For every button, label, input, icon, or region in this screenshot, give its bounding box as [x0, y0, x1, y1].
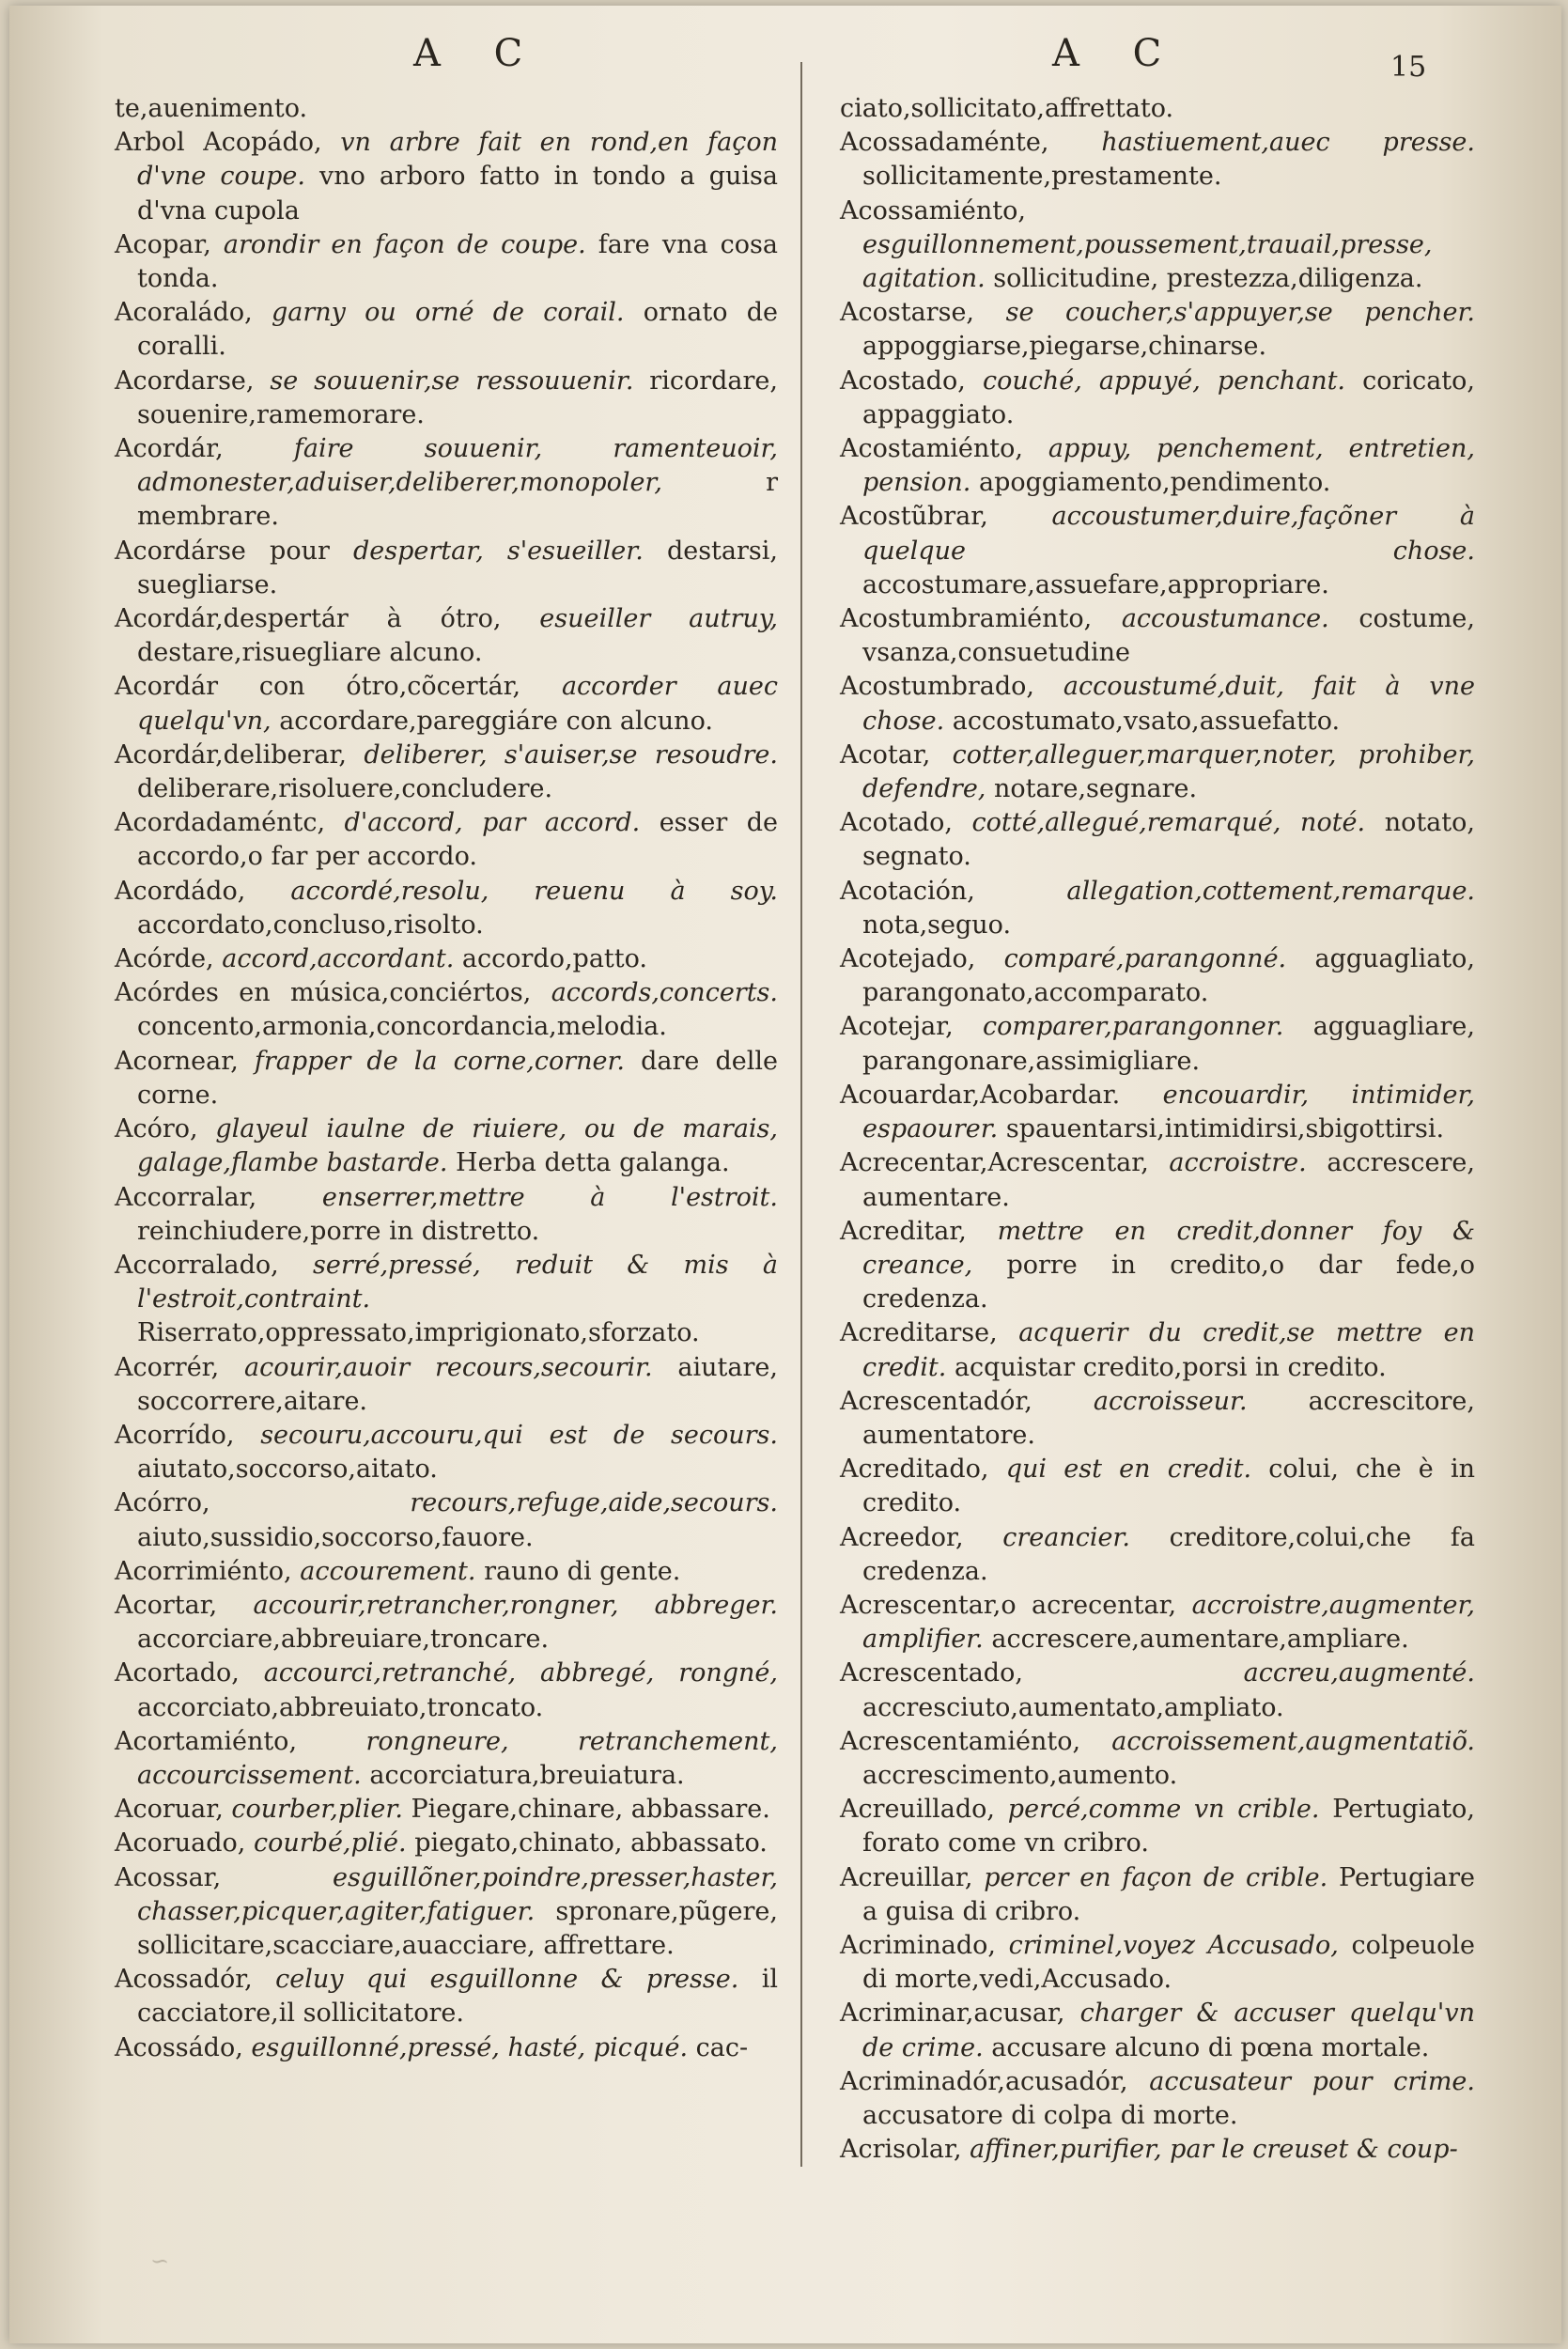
page-number: 15	[1390, 51, 1427, 84]
dictionary-entry	[115, 365, 778, 432]
dictionary-entry	[840, 296, 1475, 364]
entry-headword: Acortar,	[115, 1590, 218, 1620]
entry-headword: Acorrído,	[115, 1420, 235, 1450]
dictionary-entry	[115, 2031, 778, 2065]
dictionary-entry	[840, 1929, 1475, 1997]
entry-french: accourement.	[300, 1556, 476, 1586]
entry-french: acourir,auoir recours,secourir.	[243, 1352, 653, 1382]
dictionary-entry	[115, 1827, 778, 1860]
entry-french: accoustumé,duit, fait à vne chose.	[862, 672, 1475, 736]
entry-italian: nota,seguo.	[862, 910, 1012, 940]
column-divider	[800, 62, 802, 2167]
entry-french: accorder auec quelqu'vn,	[137, 672, 778, 736]
entry-headword: Acossamiénto,	[840, 195, 1026, 226]
entry-italian: colui, che è in credito.	[862, 1455, 1476, 1518]
dictionary-entry	[840, 1010, 1475, 1078]
dictionary-entry	[115, 976, 778, 1044]
entry-headword: Acossar,	[115, 1862, 222, 1892]
entry-french: arondir en façon de coupe.	[223, 229, 586, 259]
dictionary-entry	[115, 942, 778, 976]
entry-headword: ciato,sollicitato,affrettato.	[840, 94, 1174, 123]
entry-italian: accrescimento,aumento.	[862, 1760, 1178, 1790]
entry-french: comparer,parangonner.	[983, 1012, 1284, 1042]
entry-italian: aiuto,sussidio,soccorso,fauore.	[137, 1522, 534, 1552]
entry-headword: Acordarse,	[115, 366, 255, 396]
running-header-left: A C	[413, 32, 544, 75]
dictionary-entry	[115, 739, 778, 806]
dictionary-entry	[840, 602, 1475, 670]
entry-french: cotter,alleguer,marquer,noter, prohiber, defendre,	[862, 739, 1475, 804]
dictionary-entry	[115, 1725, 778, 1793]
entry-italian: sollicitudine, prestezza,diligenza.	[993, 264, 1423, 294]
entry-french: allegation,cottement,remarque.	[1066, 876, 1475, 906]
entry-french: d'accord, par accord.	[344, 808, 641, 838]
entry-french: secouru,accouru,qui est de secours.	[260, 1420, 778, 1450]
dictionary-entry	[840, 92, 1475, 126]
running-header-right: A C	[1052, 32, 1183, 75]
entry-headword: Acotejar,	[840, 1012, 954, 1042]
entry-french: qui est en credit.	[1005, 1455, 1252, 1485]
entry-french: recours,refuge,aide,secours.	[410, 1488, 778, 1518]
entry-headword: Acotejado,	[840, 944, 976, 974]
entry-headword: Acreditar,	[840, 1216, 967, 1246]
entry-italian: appoggiarse,piegarse,chinarse.	[862, 332, 1267, 362]
entry-italian: costume, vsanza,consuetudine	[862, 604, 1475, 668]
entry-italian: vno arboro fatto in tondo a guisa d'vna cupola	[137, 162, 778, 226]
entry-headword: Acordadaméntc,	[115, 808, 326, 838]
entry-italian: notato, segnato.	[862, 808, 1475, 872]
dictionary-entry	[840, 2133, 1475, 2167]
entry-french: percé,comme vn crible.	[1007, 1795, 1320, 1825]
entry-headword: Acotación,	[840, 876, 975, 906]
entry-italian: concento,armonia,concordancia,melodia.	[137, 1012, 667, 1042]
entry-italian: creditore,colui,che fa credenza.	[862, 1522, 1475, 1586]
entry-italian: fare vna cosa tonda.	[137, 229, 778, 294]
entry-headword: Acórro,	[115, 1488, 210, 1518]
entry-italian: accostumare,assuefare,appropriare.	[862, 569, 1329, 599]
dictionary-entry	[840, 1793, 1475, 1860]
dictionary-entry	[115, 1486, 778, 1554]
entry-french: accroissement,augmentatiõ.	[1111, 1726, 1475, 1756]
entry-french: couché, appuyé, penchant.	[982, 366, 1346, 396]
dictionary-entry	[115, 1351, 778, 1419]
entry-italian: accordato,concluso,risolto.	[137, 910, 484, 940]
entry-headword: Acoruar,	[115, 1795, 224, 1825]
entry-french: esguillõner,poindre,presser,haster, chasser,picquer,agiter,fatiguer.	[137, 1862, 778, 1926]
entry-headword: Accorralar,	[115, 1182, 257, 1212]
entry-headword: Acouardar,Acobardar.	[840, 1080, 1121, 1110]
entry-french: accordé,resolu, reuenu à soy.	[290, 876, 778, 906]
entry-headword: Acordár,deliberar,	[115, 739, 348, 770]
entry-french: accord,accordant.	[222, 944, 455, 974]
entry-french: glayeul iaulne de riuiere, ou de marais, galage,flambe bastarde.	[137, 1114, 778, 1178]
dictionary-entry	[840, 1725, 1475, 1793]
entry-headword: Acrescentadór,	[840, 1386, 1032, 1416]
dictionary-entry	[840, 1453, 1475, 1520]
entry-french: vn arbre fait en rond,en façon d'vne coupe.	[137, 128, 778, 192]
entry-headword: Acordár,despertár à ótro,	[115, 604, 502, 634]
entry-headword: Acrescentar,o acrecentar,	[840, 1590, 1177, 1620]
entry-headword: Acórdes en música,conciértos,	[115, 978, 532, 1008]
entry-italian: piegato,chinato, abbassato.	[414, 1828, 768, 1859]
entry-french: accreu,augmenté.	[1243, 1658, 1475, 1688]
entry-italian: Herba detta galanga.	[456, 1148, 730, 1178]
entry-headword: Acornear,	[115, 1046, 239, 1076]
entry-headword: Acrescentado,	[840, 1658, 1023, 1688]
dictionary-page	[9, 6, 1561, 2343]
entry-italian: esser de accordo,o far per accordo.	[137, 808, 778, 872]
entry-italian: accorciare,abbreuiare,troncare.	[137, 1625, 550, 1655]
entry-headword: Acopar,	[115, 229, 211, 259]
entry-italian: accrescitore, aumentatore.	[862, 1386, 1475, 1450]
entry-headword: Accorralado,	[115, 1250, 279, 1280]
entry-french: accroistre.	[1169, 1148, 1307, 1178]
entry-italian: accrescere,aumentare,ampliare.	[991, 1625, 1409, 1655]
entry-headword: Acreditado,	[840, 1455, 989, 1485]
entry-headword: Acotar,	[840, 739, 931, 770]
entry-italian: spauentarsi,intimidirsi,sbigottirsi.	[1005, 1114, 1445, 1144]
entry-italian: il cacciatore,il sollicitatore.	[137, 1965, 779, 2029]
entry-italian: accrescere, aumentare.	[862, 1148, 1475, 1212]
entry-french: rongneure, retranchement, accourcissement.	[137, 1726, 778, 1790]
entry-french: criminel,voyez Accusado,	[1008, 1930, 1339, 1960]
entry-italian: accusare alcuno di pœna mortale.	[991, 2032, 1430, 2062]
dictionary-entry	[115, 1657, 778, 1724]
entry-french: accusateur pour crime.	[1149, 2066, 1475, 2096]
dictionary-entry	[115, 92, 778, 126]
entry-italian: accresciuto,aumentato,ampliato.	[862, 1692, 1284, 1722]
dictionary-entry	[840, 942, 1475, 1010]
entry-italian: destarsi, suegliarse.	[137, 536, 778, 599]
entry-italian: accorciato,abbreuiato,troncato.	[137, 1692, 544, 1722]
entry-headword: Acrisolar,	[840, 2135, 962, 2165]
entry-french: frapper de la corne,corner.	[254, 1046, 625, 1076]
entry-italian: cac-	[695, 2032, 749, 2062]
entry-french: accords,concerts.	[551, 978, 778, 1008]
entry-italian: agguagliare, parangonare,assimigliare.	[862, 1012, 1475, 1076]
entry-headword: Acossádo,	[115, 2032, 243, 2062]
entry-french: accroistre,augmenter, amplifier.	[862, 1590, 1475, 1655]
entry-italian: aiutato,soccorso,aitato.	[137, 1455, 438, 1485]
entry-italian: aiutare, soccorrere,aitare.	[137, 1352, 778, 1416]
dictionary-entry	[840, 432, 1475, 500]
entry-headword: Acoruado,	[115, 1828, 246, 1859]
entry-italian: apoggiamento,pendimento.	[978, 468, 1331, 498]
entry-italian: reinchiudere,porre in distretto.	[137, 1216, 540, 1246]
entry-headword: Acortado,	[115, 1658, 240, 1688]
entry-headword: Acordár con ótro,cõcertár,	[115, 672, 521, 702]
entry-italian: accorciatura,breuiatura.	[369, 1760, 685, 1790]
entry-headword: Acostarse,	[840, 298, 975, 328]
dictionary-entry	[115, 1112, 778, 1180]
entry-italian: sollicitamente,prestamente.	[862, 162, 1222, 192]
dictionary-entry	[115, 432, 778, 535]
entry-headword: Acostũbrar,	[840, 502, 988, 532]
dictionary-entry	[115, 1419, 778, 1486]
entry-headword: Acordár,	[115, 434, 224, 464]
entry-italian: Pertugiato, forato come vn cribro.	[862, 1795, 1475, 1859]
entry-headword: Acorrimiénto,	[115, 1556, 292, 1586]
dictionary-entry	[115, 126, 778, 228]
left-column	[115, 92, 778, 2065]
entry-italian: deliberare,risoluere,concludere.	[137, 774, 553, 804]
entry-headword: Acostamiénto,	[840, 434, 1023, 464]
entry-headword: Acossadaménte,	[840, 128, 1049, 158]
entry-french: courber,plier.	[231, 1795, 403, 1825]
dictionary-entry	[840, 875, 1475, 942]
dictionary-entry	[840, 194, 1475, 297]
dictionary-entry	[840, 1589, 1475, 1657]
dictionary-entry	[840, 806, 1475, 874]
entry-italian: porre in credito,o dar fede,o credenza.	[862, 1250, 1475, 1315]
show-through-ink: ~	[150, 2248, 170, 2275]
entry-french: affiner,purifier, par le creuset & coup-	[970, 2135, 1458, 2165]
dictionary-entry	[840, 1521, 1475, 1589]
entry-french: charger & accuser quelqu'vn de crime.	[862, 1999, 1475, 2062]
entry-italian: Riserrato,oppressato,imprigionato,sforzato.	[137, 1318, 700, 1348]
entry-headword: Arbol Acopádo,	[115, 128, 322, 158]
entry-french: despertar, s'esueiller.	[353, 536, 644, 566]
dictionary-entry	[115, 1555, 778, 1589]
dictionary-entry	[840, 1079, 1475, 1146]
entry-italian: accordare,pareggiáre con alcuno.	[279, 706, 713, 736]
entry-french: cotté,allegué,remarqué, noté.	[971, 808, 1366, 838]
entry-italian: Pertugiare a guisa di cribro.	[862, 1862, 1475, 1926]
entry-italian: Piegare,chinare, abbassare.	[411, 1795, 770, 1825]
entry-headword: Acordádo,	[115, 876, 246, 906]
entry-headword: Acórde,	[115, 944, 214, 974]
entry-headword: Acriminadór,acusadór,	[840, 2066, 1128, 2096]
dictionary-entry	[840, 1146, 1475, 1214]
entry-italian: accordo,patto.	[461, 944, 647, 974]
entry-italian: acquistar credito,porsi in credito.	[954, 1352, 1387, 1382]
entry-headword: Acriminar,acusar,	[840, 1999, 1065, 2029]
entry-french: accoustumance.	[1121, 604, 1329, 634]
entry-french: creancier.	[1002, 1522, 1130, 1552]
entry-french: faire souuenir, ramenteuoir, admonester,aduiser,deliberer,monopoler,	[137, 434, 778, 498]
entry-italian: agguagliato, parangonato,accomparato.	[862, 944, 1475, 1008]
entry-italian: ricordare, souenire,ramemorare.	[137, 366, 778, 429]
entry-french: se coucher,s'appuyer,se pencher.	[1005, 298, 1475, 328]
entry-headword: Acorrér,	[115, 1352, 220, 1382]
dictionary-entry	[840, 126, 1475, 194]
dictionary-entry	[115, 875, 778, 942]
entry-italian: destare,risuegliare alcuno.	[137, 638, 483, 668]
entry-headword: Acreedor,	[840, 1522, 964, 1552]
dictionary-entry	[115, 1181, 778, 1249]
dictionary-entry	[115, 228, 778, 296]
entry-french: accroisseur.	[1093, 1386, 1248, 1416]
entry-italian: notare,segnare.	[993, 774, 1198, 804]
dictionary-entry	[115, 296, 778, 364]
dictionary-entry	[840, 365, 1475, 432]
dictionary-entry	[115, 1861, 778, 1964]
entry-italian: rauno di gente.	[484, 1556, 681, 1586]
entry-french: accourci,retranché, abbregé, rongné,	[263, 1658, 778, 1688]
dictionary-entry	[115, 1249, 778, 1351]
dictionary-entry	[840, 1657, 1475, 1724]
entry-headword: Acoraládo,	[115, 298, 253, 328]
dictionary-entry	[115, 1793, 778, 1827]
dictionary-entry	[840, 500, 1475, 602]
entry-french: celuy qui esguillonne & presse.	[275, 1965, 739, 1995]
entry-headword: Acossadór,	[115, 1965, 253, 1995]
entry-french: esguillonnement,poussement,trauail,presse, agitation.	[862, 229, 1433, 294]
entry-french: appuy, penchement, entretien, pension.	[862, 434, 1475, 498]
entry-french: encouardir, intimider, espaourer.	[862, 1080, 1475, 1144]
dictionary-entry	[840, 739, 1475, 806]
entry-french: accoustumer,duire,façõner à quelque chose.	[862, 502, 1475, 566]
dictionary-entry	[115, 806, 778, 874]
entry-headword: Acóro,	[115, 1114, 198, 1144]
entry-italian: accostumato,vsato,assuefatto.	[952, 706, 1341, 736]
entry-italian: spronare,pũgere, sollicitare,scacciare,auacciare, affrettare.	[137, 1896, 778, 1960]
entry-french: courbé,plié.	[253, 1828, 407, 1859]
entry-headword: Acotado,	[840, 808, 953, 838]
entry-french: acquerir du credit,se mettre en credit.	[862, 1318, 1475, 1382]
dictionary-entry	[840, 1316, 1475, 1384]
entry-italian: r membrare.	[137, 468, 778, 532]
dictionary-entry	[840, 1861, 1475, 1929]
entry-headword: Acreuillado,	[840, 1795, 996, 1825]
entry-french: esueiller autruy,	[539, 604, 778, 634]
dictionary-entry	[115, 1045, 778, 1112]
entry-italian: colpeuole di morte,vedi,Accusado.	[862, 1930, 1475, 1995]
entry-french: deliberer, s'auiser,se resoudre.	[364, 739, 778, 770]
entry-french: mettre en credit,donner foy & creance,	[862, 1216, 1475, 1280]
entry-french: garny ou orné de corail.	[271, 298, 625, 328]
entry-headword: Acostumbrado,	[840, 672, 1034, 702]
dictionary-entry	[115, 602, 778, 670]
dictionary-entry	[115, 535, 778, 602]
entry-headword: Acostado,	[840, 366, 966, 396]
dictionary-entry	[840, 1215, 1475, 1317]
entry-french: esguillonné,pressé, hasté, picqué.	[251, 2032, 689, 2062]
entry-french: enserrer,mettre à l'estroit.	[321, 1182, 778, 1212]
entry-french: accourir,retrancher,rongner, abbreger.	[253, 1590, 778, 1620]
dictionary-entry	[115, 670, 778, 738]
entry-headword: Acordárse pour	[115, 536, 330, 566]
dictionary-entry	[115, 1963, 778, 2030]
dictionary-entry	[840, 1385, 1475, 1453]
dictionary-entry	[840, 670, 1475, 738]
entry-french: hastiuement,auec presse.	[1101, 128, 1475, 158]
entry-french: serré,pressé, reduit & mis à l'estroit,contraint.	[137, 1250, 778, 1315]
entry-headword: Acriminado,	[840, 1930, 997, 1960]
entry-headword: Acortamiénto,	[115, 1726, 298, 1756]
entry-italian: accusatore di colpa di morte.	[862, 2100, 1238, 2130]
entry-headword: Acrecentar,Acrescentar,	[840, 1148, 1149, 1178]
entry-italian: coricato, appaggiato.	[862, 366, 1475, 429]
dictionary-entry	[115, 1589, 778, 1657]
entry-italian: dare delle corne.	[137, 1046, 778, 1110]
entry-headword: Acrescentamiénto,	[840, 1726, 1081, 1756]
entry-french: comparé,parangonné.	[1003, 944, 1287, 974]
entry-french: se souuenir,se ressouuenir.	[270, 366, 634, 396]
entry-headword: Acreditarse,	[840, 1318, 998, 1348]
dictionary-entry	[840, 1997, 1475, 2064]
entry-italian: ornato de coralli.	[137, 298, 778, 362]
entry-headword: Acreuillar,	[840, 1862, 973, 1892]
entry-headword: Acostumbramiénto,	[840, 604, 1093, 634]
entry-french: percer en façon de crible.	[984, 1862, 1328, 1892]
dictionary-entry	[840, 2065, 1475, 2133]
right-column	[840, 92, 1475, 2167]
entry-headword: te,auenimento.	[115, 94, 308, 123]
